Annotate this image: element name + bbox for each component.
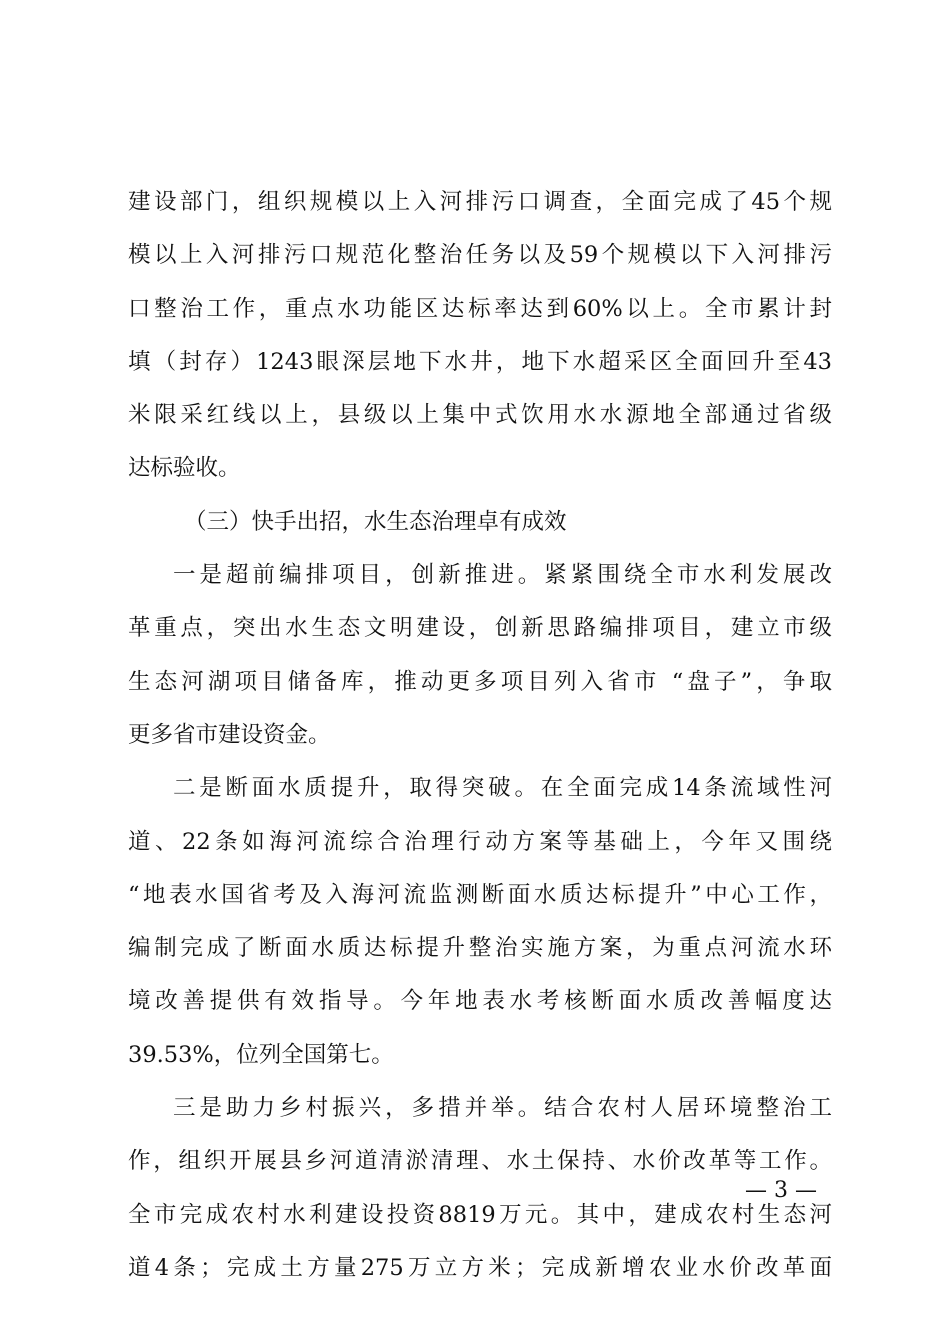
section-heading: （三）快手出招，水生态治理卓有成效 (184, 508, 567, 535)
text-line: 编制完成了断面水质达标提升整治实施方案，为重点河流水环 (128, 935, 832, 962)
text-line: 39.53%，位列全国第七。 (128, 1041, 394, 1068)
text-line: 建设部门，组织规模以上入河排污口调查，全面完成了45个规 (128, 189, 832, 215)
text-line: 模以上入河排污口规范化整治任务以及59个规模以下入河排污 (128, 242, 832, 269)
text-line: 生态河湖项目储备库，推动更多项目列入省市 “盘子”，争取 (128, 668, 832, 695)
text-line: “地表水国省考及入海河流监测断面水质达标提升”中心工作， (128, 881, 832, 908)
text-line: 三是助力乡村振兴，多措并举。结合农村人居环境整治工 (173, 1095, 832, 1122)
page-number: — 3 — (745, 1178, 817, 1203)
text-line: 二是断面水质提升，取得突破。在全面完成14条流域性河 (173, 775, 832, 802)
text-line: 全市完成农村水利建设投资8819万元。其中，建成农村生态河 (128, 1201, 832, 1228)
text-line: 道4条；完成土方量275万立方米；完成新增农业水价改革面 (128, 1254, 832, 1281)
body-text (128, 176, 832, 1295)
text-line: 境改善提供有效指导。今年地表水考核断面水质改善幅度达 (128, 988, 832, 1015)
text-line: 一是超前编排项目，创新推进。紧紧围绕全市水利发展改 (173, 562, 832, 589)
text-line: 更多省市建设资金。 (128, 721, 331, 748)
text-line: 米限采红线以上，县级以上集中式饮用水水源地全部通过省级 (128, 402, 832, 429)
text-line: 口整治工作，重点水功能区达标率达到60%以上。全市累计封 (128, 295, 832, 322)
text-line: 达标验收。 (128, 455, 241, 482)
text-line: 填（封存）1243眼深层地下水井，地下水超采区全面回升至43 (128, 348, 832, 375)
text-line: 道、22条如海河流综合治理行动方案等基础上，今年又围绕 (128, 828, 832, 855)
text-line: 作，组织开展县乡河道清淤清理、水土保持、水价改革等工作。 (128, 1148, 832, 1175)
text-line: 革重点，突出水生态文明建设，创新思路编排项目，建立市级 (128, 615, 832, 642)
